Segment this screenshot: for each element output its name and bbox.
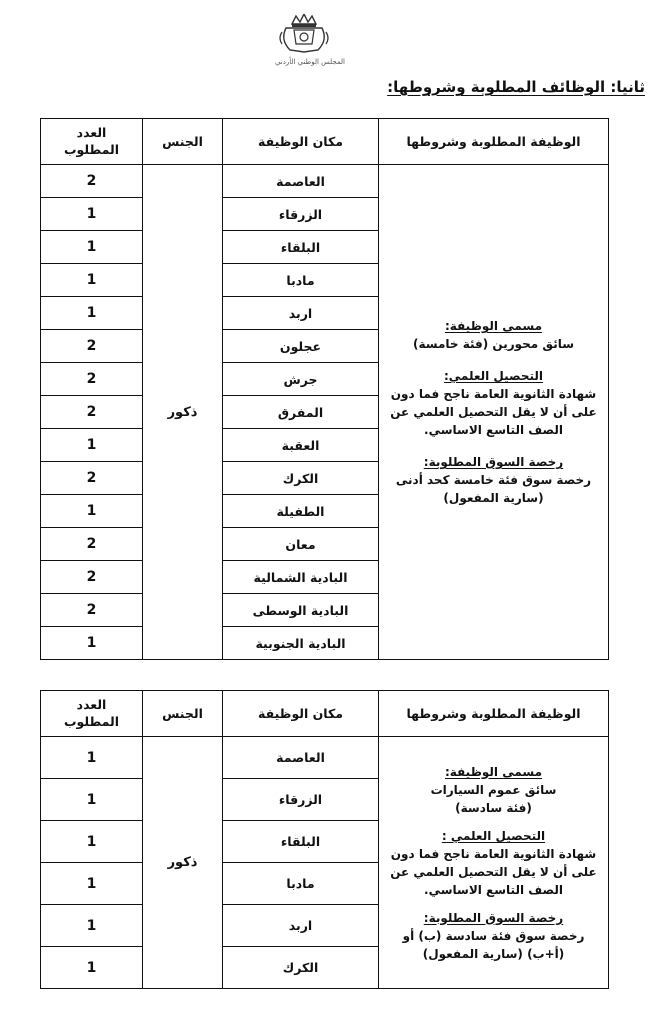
document-header xyxy=(0,0,665,80)
license-line: (سارية المفعول) xyxy=(443,491,544,505)
jobs-table-axle-drivers xyxy=(40,118,609,660)
job-requirements-cell xyxy=(379,165,609,660)
location-cell: جرش xyxy=(223,363,379,396)
location-cell: اربد xyxy=(223,905,379,947)
gender-cell: ذكور xyxy=(143,737,223,989)
gender-cell: ذكور xyxy=(143,165,223,660)
table-row xyxy=(41,165,609,198)
column-header-requirements: الوظيفة المطلوبة وشروطها xyxy=(379,119,609,165)
count-cell: 1 xyxy=(41,905,143,947)
count-cell: 1 xyxy=(41,264,143,297)
education-line: الصف التاسع الاساسي. xyxy=(424,882,563,897)
location-cell: البلقاء xyxy=(223,821,379,863)
location-cell: الزرقاء xyxy=(223,779,379,821)
count-cell: 1 xyxy=(41,495,143,528)
count-header-line2: المطلوب xyxy=(63,141,120,157)
count-cell: 2 xyxy=(41,594,143,627)
education-line: شهادة الثانوية العامة ناجح فما دون xyxy=(390,387,597,401)
count-cell: 1 xyxy=(41,198,143,231)
jobs-table-general-drivers xyxy=(40,690,609,989)
education-line: شهادة الثانوية العامة ناجح فما دون xyxy=(390,846,597,861)
location-cell: عجلون xyxy=(223,330,379,363)
count-cell: 1 xyxy=(41,297,143,330)
education-line: على أن لا يقل التحصيل العلمي عن xyxy=(390,405,597,419)
location-cell: معان xyxy=(223,528,379,561)
license-line: (أ+ب) (سارية المفعول) xyxy=(422,946,565,961)
organization-name: المجلس الوطني الأردني xyxy=(274,58,346,66)
location-cell: البادية الشمالية xyxy=(223,561,379,594)
location-cell: مادبا xyxy=(223,863,379,905)
count-cell: 2 xyxy=(41,363,143,396)
location-cell: مادبا xyxy=(223,264,379,297)
count-cell: 1 xyxy=(41,737,143,779)
column-header-location: مكان الوظيفة xyxy=(223,691,379,737)
job-title-value: سائق محورين (فئة خامسة) xyxy=(412,337,575,351)
count-cell: 1 xyxy=(41,779,143,821)
license-label: رخصة السوق المطلوبة: xyxy=(423,910,564,925)
count-header-line1: العدد xyxy=(76,125,107,141)
table-header-row xyxy=(41,119,609,165)
education-line: الصف التاسع الاساسي. xyxy=(424,423,563,437)
count-cell: 1 xyxy=(41,947,143,989)
table-header-row xyxy=(41,691,609,737)
count-cell: 1 xyxy=(41,821,143,863)
location-cell: الكرك xyxy=(223,947,379,989)
count-cell: 1 xyxy=(41,863,143,905)
job-requirements-cell xyxy=(379,737,609,989)
location-cell: الزرقاء xyxy=(223,198,379,231)
section-title: ثانيا: الوظائف المطلوبة وشروطها: xyxy=(387,78,645,96)
count-cell: 2 xyxy=(41,561,143,594)
job-title-value: (فئة سادسة) xyxy=(455,800,532,815)
education-label: التحصيل العلمي: xyxy=(443,369,544,383)
count-cell: 2 xyxy=(41,330,143,363)
count-cell: 2 xyxy=(41,165,143,198)
count-cell: 1 xyxy=(41,231,143,264)
location-cell: العاصمة xyxy=(223,737,379,779)
column-header-gender: الجنس xyxy=(143,691,223,737)
column-header-count xyxy=(41,691,143,737)
count-header-line2: المطلوب xyxy=(63,713,120,729)
job-title-label: مسمى الوظيفة: xyxy=(444,319,543,333)
location-cell: العقبة xyxy=(223,429,379,462)
education-line: على أن لا يقل التحصيل العلمي عن xyxy=(390,864,597,879)
location-cell: البلقاء xyxy=(223,231,379,264)
count-cell: 2 xyxy=(41,396,143,429)
job-title-value: سائق عموم السيارات xyxy=(430,782,557,797)
education-label: التحصيل العلمي : xyxy=(441,828,546,843)
column-header-requirements: الوظيفة المطلوبة وشروطها xyxy=(379,691,609,737)
location-cell: البادية الجنوبية xyxy=(223,627,379,660)
license-line: رخصة سوق فئة سادسة (ب) أو xyxy=(402,928,585,943)
count-cell: 1 xyxy=(41,429,143,462)
location-cell: الكرك xyxy=(223,462,379,495)
count-cell: 1 xyxy=(41,627,143,660)
count-cell: 2 xyxy=(41,528,143,561)
location-cell: المفرق xyxy=(223,396,379,429)
location-cell: البادية الوسطى xyxy=(223,594,379,627)
crown-emblem-icon xyxy=(276,14,332,54)
column-header-gender: الجنس xyxy=(143,119,223,165)
count-cell: 2 xyxy=(41,462,143,495)
location-cell: اربد xyxy=(223,297,379,330)
location-cell: العاصمة xyxy=(223,165,379,198)
license-label: رخصة السوق المطلوبة: xyxy=(423,455,564,469)
license-line: رخصة سوق فئة خامسة كحد أدنى xyxy=(395,473,592,487)
column-header-count xyxy=(41,119,143,165)
location-cell: الطفيلة xyxy=(223,495,379,528)
table-row xyxy=(41,737,609,779)
column-header-location: مكان الوظيفة xyxy=(223,119,379,165)
count-header-line1: العدد xyxy=(76,697,107,713)
job-title-label: مسمى الوظيفة: xyxy=(444,764,543,779)
